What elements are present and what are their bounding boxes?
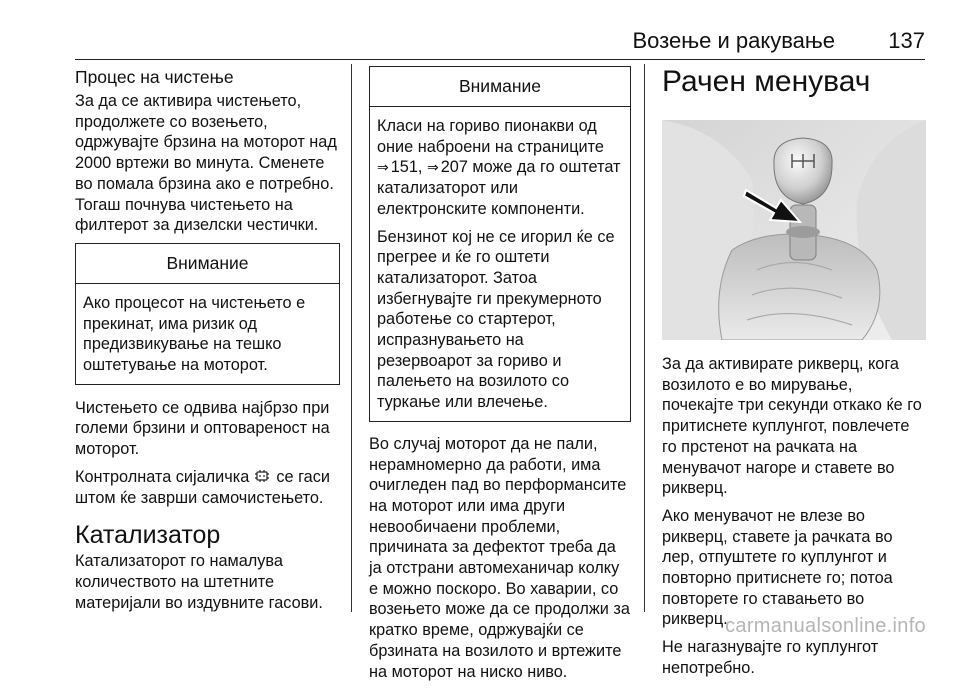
warning-box [369,66,631,422]
column-1 [75,66,340,620]
page-reference-arrow-icon: ⇒ [426,159,439,176]
heading-cleaning-process: Процес на чистење [75,67,234,87]
page-number: 137 [888,28,925,53]
paragraph [75,467,340,508]
warning-text-part: 207 може да го оштетат катализаторот или електронските компоненти. [377,158,621,218]
particulate-filter-warning-icon [254,468,270,484]
paragraph: За да се активира чистењето, продолжете со возењето, одржувајте брзина на моторот над 2000 вртежи во минута. Сменете во помала брзина ако е потребно. Тогаш почнува чистењето на филтерот за дизелски честички. [75,92,337,235]
heading-manual-transmission: Рачен менувач [662,65,871,98]
column-divider-2 [644,64,645,612]
header-divider [75,59,925,60]
warning-title: Внимание [76,244,339,284]
paragraph: Во случај моторот да не пали, нерамномерно да работи, има очигледен пад во перформансите на моторот или има други невообичаени проблеми, причината за дефектот треба да ја отстрани автомеханичар колку е можно поскоро. Во хаварии, со возењето може да се продолжи за кратко време, одржувајќи се брзината на возилото и вртежите на моторот на ниско ниво. [369,434,630,681]
page-reference-arrow-icon: ⇒ [377,159,389,176]
paragraph: Чистењето се одвива најбрзо при големи брзини и оптовареност на моторот. [75,398,330,459]
warning-text: Ако процесот на чистењето е прекинат, има ризик од предизвикување на тешко оштетување на моторот. [83,293,306,375]
manual-gear-lever-photo [662,120,926,340]
warning-text-part: Класи на гориво пионакви од оние наброени на страниците [377,117,604,156]
paragraph-text: се гаси штом ќе заврши самочистењето. [75,467,330,507]
warning-title: Внимание [370,67,630,107]
paragraph: За да активирате рикверц, кога возилото е во мирување, почекајте три секунди откако ќе го притиснете куплунгот, повлечете го прстенот на рачката на менувачот нагоре и ставете во рикверц. [662,355,922,498]
warning-text [377,116,621,220]
page-reference-link[interactable]: 151, [390,158,423,177]
warning-box [75,243,340,385]
paragraph: Ако менувачот не влезе во рикверц, ставете ја рачката во лер, отпуштете го куплунгот и повторно притиснете го; потоа повторете го ставањето во рикверц. [662,506,893,629]
section-title: Возење и ракување [632,28,835,53]
column-3 [662,64,928,686]
paragraph: Катализаторот го намалува количеството на штетните материјали во издувните гасови. [75,552,323,612]
column-divider-1 [351,64,352,612]
column-2 [369,66,631,689]
page-header [75,22,925,60]
warning-text: Бензинот кој не се игорил ќе се прегрее и ќе го оштети катализаторот. Затоа избегнувајте ги прекумерното работење со стартерот, испразнувањето на резервоарот за гориво и палењето на возилото со туркање или влечење. [377,227,615,412]
heading-catalyst: Катализатор [75,521,221,550]
paragraph-text: Контролната сијаличка [75,467,250,486]
paragraph: Не нагазнувајте го куплунгот непотребно. [662,638,879,677]
watermark: carmanualsonline.info [725,615,926,637]
